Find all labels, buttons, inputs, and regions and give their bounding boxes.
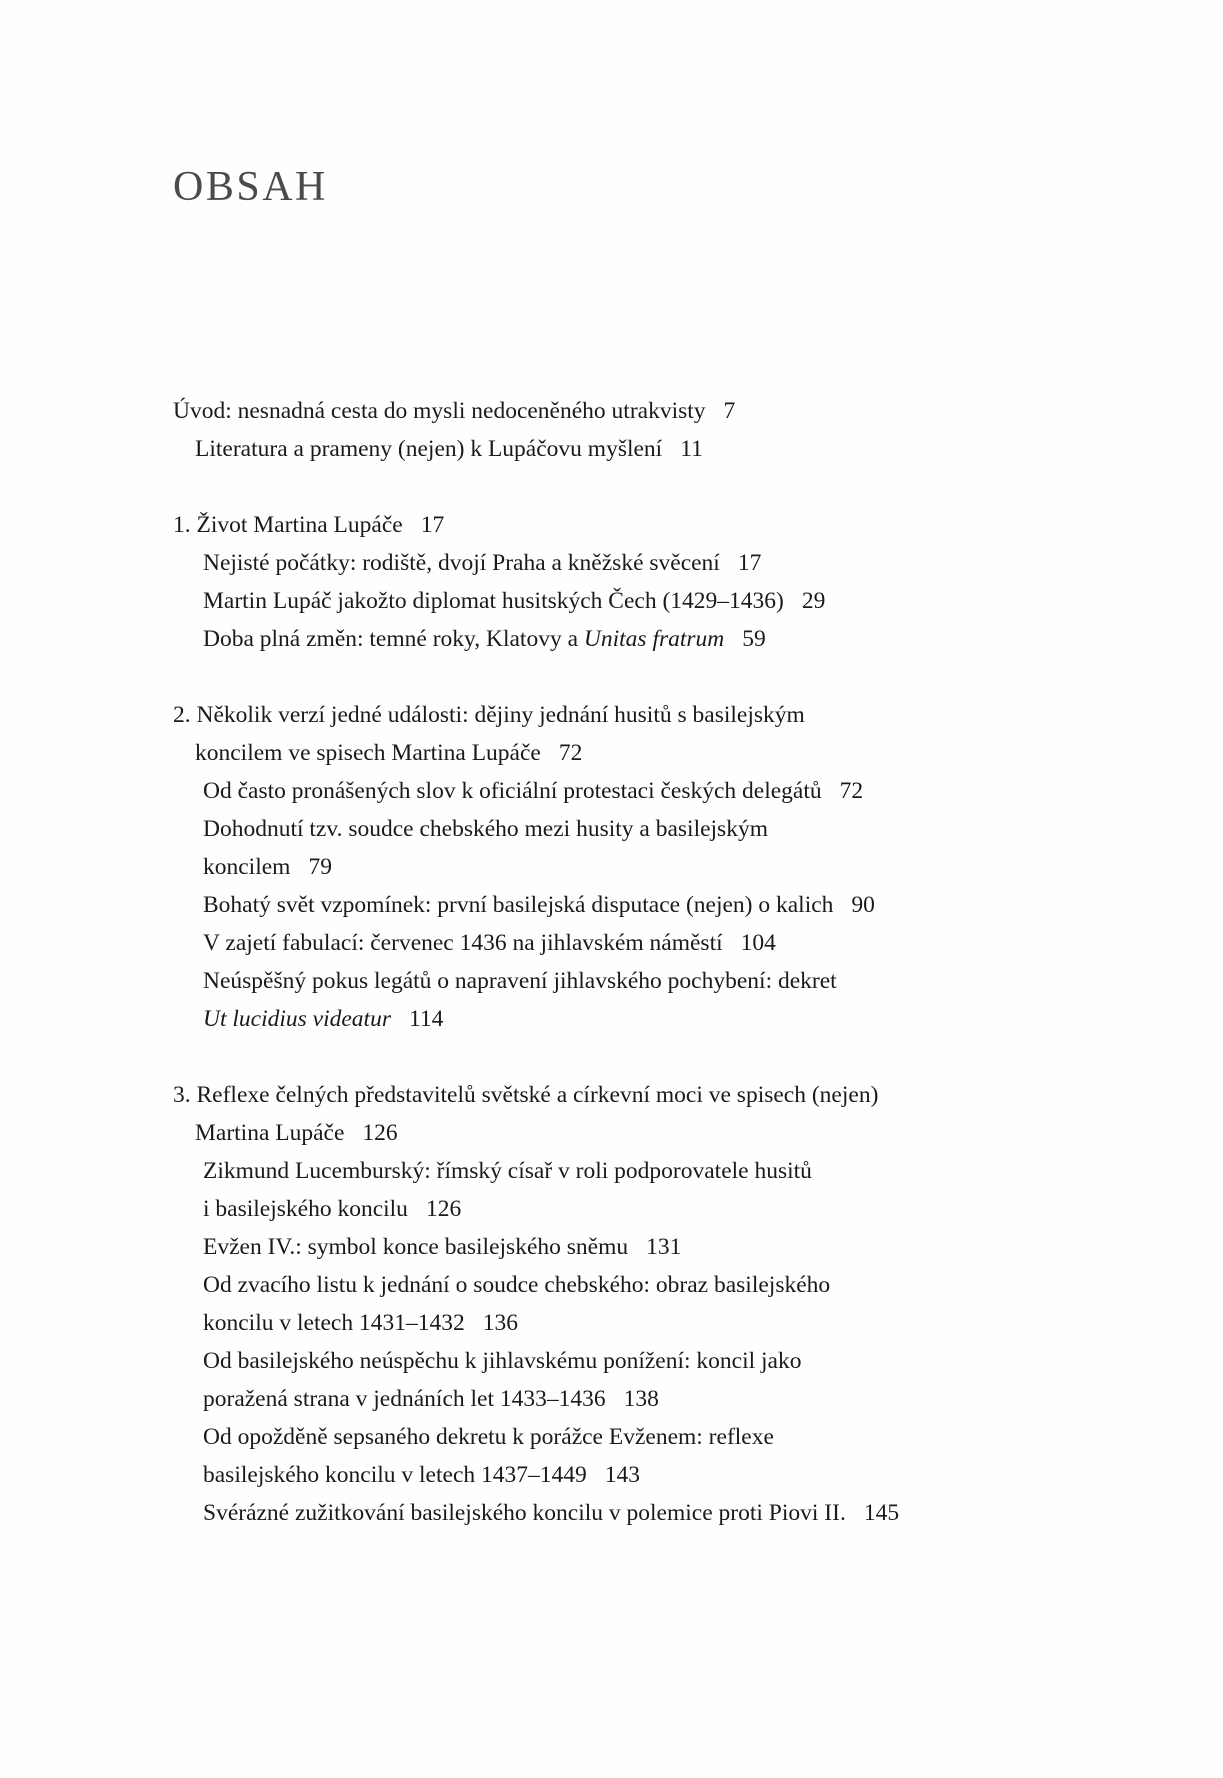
toc-entry[interactable] [173,1456,1073,1494]
toc-entry-text: poražená strana v jednáních let 1433–1436 [203,1386,606,1412]
toc-entry-text: i basilejského koncilu [203,1196,408,1222]
toc-entry-text: Od často pronášených slov k oficiální protestaci českých delegátů [203,778,822,804]
toc-group [173,392,1073,468]
toc-entry[interactable] [173,810,1073,848]
toc-entry[interactable] [173,620,1073,658]
toc-entry[interactable] [173,1380,1073,1418]
toc-page-number[interactable]: 136 [482,1310,518,1336]
table-of-contents [173,392,1073,1532]
group-spacer [173,658,1073,696]
toc-entry-text: Literatura a prameny (nejen) k Lupáčovu myšlení [195,436,663,462]
toc-page-number[interactable]: 104 [740,930,776,956]
toc-entry[interactable] [173,1114,1073,1152]
toc-page-number[interactable]: 7 [723,398,736,424]
toc-entry[interactable] [173,544,1073,582]
toc-entry[interactable] [173,1342,1073,1380]
toc-group [173,696,1073,1038]
toc-entry-text: Martina Lupáče [195,1120,345,1146]
toc-entry-text: Zikmund Lucemburský: římský císař v roli podporovatele husitů [203,1158,812,1184]
toc-entry[interactable] [173,962,1073,1000]
group-spacer [173,468,1073,506]
toc-page-number[interactable]: 17 [420,512,445,538]
toc-entry[interactable] [173,506,1073,544]
toc-page-number[interactable]: 114 [408,1006,444,1032]
toc-page-number[interactable]: 72 [558,740,583,766]
toc-entry-text: 3. Reflexe čelných představitelů světské a církevní moci ve spisech (nejen) [173,1082,879,1108]
toc-page-number[interactable]: 126 [425,1196,462,1222]
toc-entry[interactable] [173,924,1073,962]
toc-entry[interactable] [173,430,1073,468]
toc-entry-text: V zajetí fabulací: červenec 1436 na jihlavském náměstí [203,930,723,956]
toc-entry-italic-title: Ut lucidius videatur [203,1006,391,1032]
toc-entry-text: Od zvacího listu k jednání o soudce chebského: obraz basilejského [203,1272,831,1298]
toc-entry[interactable] [173,772,1073,810]
toc-entry[interactable] [173,1494,1073,1532]
toc-entry[interactable] [173,734,1073,772]
toc-entry-text: Od basilejského neúspěchu k jihlavskému ponížení: koncil jako [203,1348,802,1374]
toc-entry[interactable] [173,1190,1073,1228]
toc-group [173,506,1073,658]
toc-entry-text: koncilu v letech 1431–1432 [203,1310,465,1336]
toc-entry[interactable] [173,1266,1073,1304]
toc-entry[interactable] [173,1304,1073,1342]
toc-entry-text: koncilem [203,854,291,880]
toc-entry-text: Martin Lupáč jakožto diplomat husitských Čech (1429–1436) [203,588,784,614]
toc-page-number[interactable]: 11 [680,436,703,462]
toc-entry-text: Bohatý svět vzpomínek: první basilejská disputace (nejen) o kalich [203,892,834,918]
toc-page-number[interactable]: 143 [604,1462,641,1488]
toc-entry[interactable] [173,582,1073,620]
toc-page-number[interactable]: 90 [851,892,875,918]
toc-page-number[interactable]: 29 [801,588,826,614]
toc-page-number[interactable]: 79 [308,854,332,880]
toc-entry-text: 2. Několik verzí jedné události: dějiny jednání husitů s basilejským [173,702,805,728]
toc-entry[interactable] [173,1228,1073,1266]
toc-entry-text: koncilem ve spisech Martina Lupáče [195,740,541,766]
toc-entry[interactable] [173,696,1073,734]
toc-entry-text: basilejského koncilu v letech 1437–1449 [203,1462,587,1488]
toc-entry-text: Svérázné zužitkování basilejského koncilu v polemice proti Piovi II. [203,1500,846,1526]
toc-entry-text: Nejisté počátky: rodiště, dvojí Praha a kněžské svěcení [203,550,720,576]
toc-page-number[interactable]: 126 [362,1120,398,1146]
toc-entry[interactable] [173,1152,1073,1190]
toc-entry-text: Od opožděně sepsaného dekretu k porážce Evženem: reflexe [203,1424,774,1450]
toc-page-number[interactable]: 59 [742,626,766,652]
group-spacer [173,1038,1073,1076]
toc-entry[interactable] [173,1076,1073,1114]
toc-entry[interactable] [173,392,1073,430]
toc-entry-text: Neúspěšný pokus legátů o napravení jihlavského pochybení: dekret [203,968,837,994]
toc-entry[interactable] [173,886,1073,924]
toc-entry-text: Evžen IV.: symbol konce basilejského sněmu [203,1234,629,1260]
toc-entry[interactable] [173,1000,1073,1038]
toc-entry-italic-title: Unitas fratrum [583,626,725,652]
toc-page-number[interactable]: 72 [839,778,864,804]
toc-page-number[interactable]: 131 [646,1234,682,1260]
toc-page-number[interactable]: 138 [623,1386,659,1412]
toc-entry-text: Dohodnutí tzv. soudce chebského mezi husity a basilejským [203,816,768,842]
toc-entry-text: 1. Život Martina Lupáče [173,512,403,538]
page-title: OBSAH [173,164,328,210]
toc-entry[interactable] [173,1418,1073,1456]
toc-group [173,1076,1073,1532]
toc-entry[interactable] [173,848,1073,886]
toc-page-number[interactable]: 17 [737,550,762,576]
toc-entry-text: Úvod: nesnadná cesta do mysli nedoceněného utrakvisty [173,398,706,424]
toc-entry-text: Doba plná změn: temné roky, Klatovy a [203,626,584,652]
toc-page-number[interactable]: 145 [863,1500,900,1526]
